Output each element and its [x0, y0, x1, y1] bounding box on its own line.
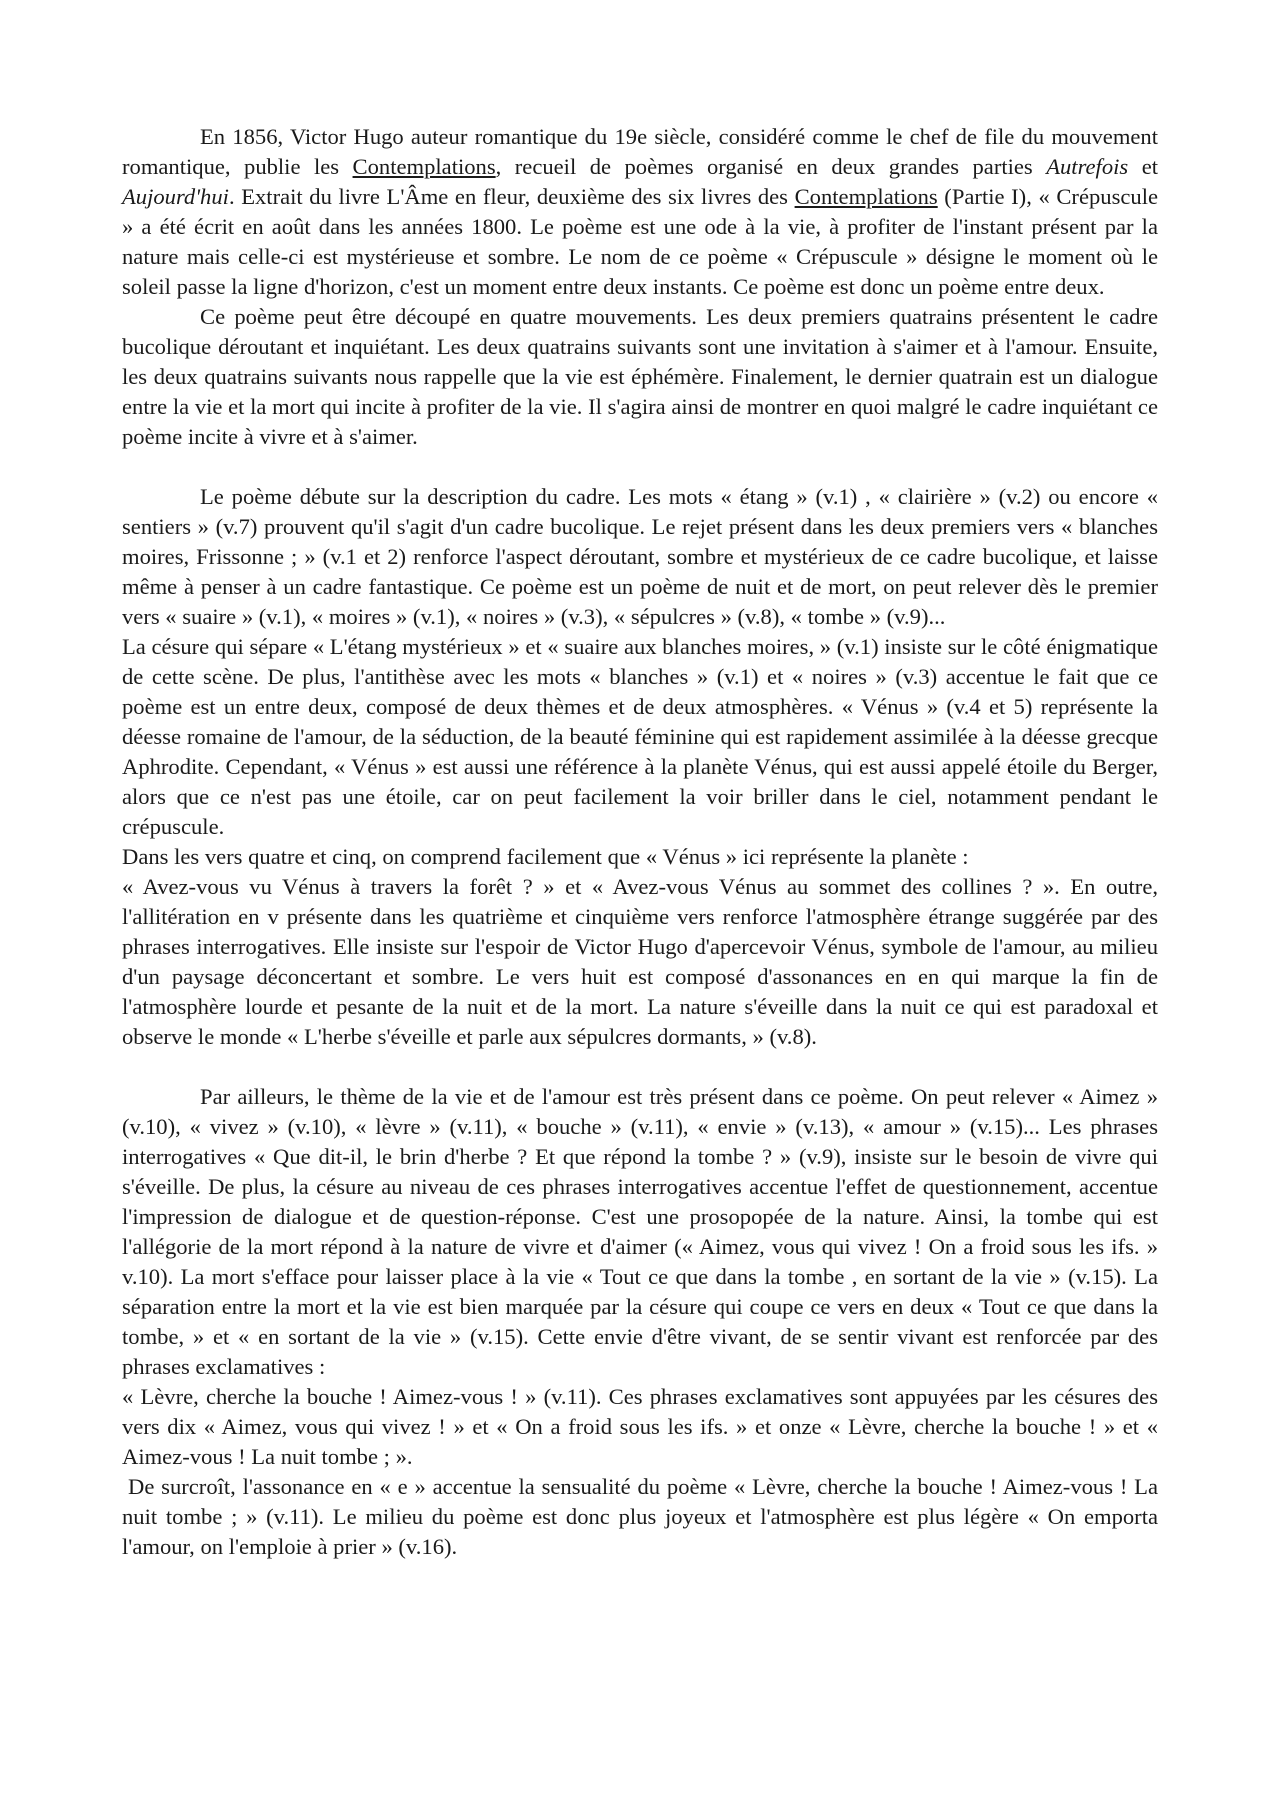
book-title-contemplations-2: Contemplations [794, 184, 938, 209]
paragraph-plan: Ce poème peut être découpé en quatre mouvements. Les deux premiers quatrains présentent le cadre bucolique déroutant et inquiétant. Les deux quatrains suivants sont une invitation à s'aimer et à l'amour. Ensuite, les deux quatrains suivants nous rappelle que la vie est éphémère. Finalement, le dernier quatrain est un dialogue entre la vie et la mort qui incite à profiter de la vie. Il s'agira ainsi de montrer en quoi malgré le cadre inquiétant ce poème incite à vivre et à s'aimer. [122, 304, 1158, 449]
book-title-contemplations: Contemplations [352, 154, 496, 179]
paragraph-venus-intro: Dans les vers quatre et cinq, on comprend facilement que « Vénus » ici représente la planète : [122, 844, 969, 869]
paragraph-vie-amour: Par ailleurs, le thème de la vie et de l'amour est très présent dans ce poème. On peut relever « Aimez » (v.10), « vivez » (v.10), « lèvre » (v.11), « bouche » (v.11), « envie » (v.13), « amour » (v.15)... Les phrases interrogatives « Que dit-il, le brin d'herbe ? Et que répond la tombe ? » (v.9), insiste sur le besoin de vivre qui s'éveille. De plus, la césure au niveau de ces phrases interrogatives accentue l'effet de questionnement, accentue l'impression de dialogue et de question-réponse. C'est une prosopopée de la nature. Ainsi, la tombe qui est l'allégorie de la mort répond à la nature de vivre et d'aimer (« Aimez, vous qui vivez ! On a froid sous les ifs. » v.10). La mort s'efface pour laisser place à la vie « Tout ce que dans la tombe , en sortant de la vie » (v.15). La séparation entre la mort et la vie est bien marquée par la césure qui coupe ce vers en deux « Tout ce que dans la tombe, » et « en sortant de la vie » (v.15). Cette envie d'être vivant, de se sentir vivant est renforcée par des phrases exclamatives : [122, 1084, 1158, 1379]
part-title-aujourdhui: Aujourd'hui [122, 184, 229, 209]
paragraph-spacer [122, 452, 1158, 482]
intro-text-1: En 1856, Victor Hugo auteur romantique du 19e siècle, considéré comme le chef de file du mouvement romantique, publie les [122, 124, 1158, 179]
paragraph-venus-analysis: « Avez-vous vu Vénus à travers la forêt ? » et « Avez-vous Vénus au sommet des collines ? ». En outre, l'allitération en v présente dans les quatrième et cinquième vers renforce l'atmosphère étrange suggérée par des phrases interrogatives. Elle insiste sur l'espoir de Victor Hugo d'apercevoir Vénus, symbole de l'amour, au milieu d'un paysage déconcertant et sombre. Le vers huit est composé d'assonances en en qui marque la fin de l'atmosphère lourde et pesante de la nuit et de la mort. La nature s'éveille dans la nuit ce qui est paradoxal et observe le monde « L'herbe s'éveille et parle aux sépulcres dormants, » (v.8). [122, 874, 1158, 1049]
intro-text-5: (Partie I), « Crépuscule » a été écrit en août dans les années 1800. Le poème est une ode à la vie, à profiter de l'instant présent par la nature mais celle-ci est mystérieuse et sombre. Le nom de ce poème « Crépuscule » désigne le moment où le soleil passe la ligne d'horizon, c'est un moment entre deux instants. Ce poème est donc un poème entre deux. [122, 184, 1159, 299]
intro-text-3: et [1128, 154, 1158, 179]
intro-text-4: . Extrait du livre L'Âme en fleur, deuxième des six livres des [228, 184, 795, 209]
paragraph-assonance: De surcroît, l'assonance en « e » accentue la sensualité du poème « Lèvre, cherche la bouche ! Aimez-vous ! La nuit tombe ; » (v.11). Le milieu du poème est donc plus joyeux et l'atmosphère est plus légère « On emporta l'amour, on l'emploie à prier » (v.16). [122, 1474, 1158, 1559]
intro-text-2: , recueil de poèmes organisé en deux grandes parties [495, 154, 1047, 179]
paragraph-introduction [122, 122, 1158, 302]
document-page [122, 122, 1158, 1562]
paragraph-cadre: Le poème débute sur la description du cadre. Les mots « étang » (v.1) , « clairière » (v.2) ou encore « sentiers » (v.7) prouvent qu'il s'agit d'un cadre bucolique. Le rejet présent dans les deux premiers vers « blanches moires, Frissonne ; » (v.1 et 2) renforce l'aspect déroutant, sombre et mystérieux de ce cadre bucolique, et laisse même à penser à un cadre fantastique. Ce poème est un poème de nuit et de mort, on peut relever dès le premier vers « suaire » (v.1), « moires » (v.1), « noires » (v.3), « sépulcres » (v.8), « tombe » (v.9)... [122, 484, 1158, 629]
paragraph-spacer [122, 1052, 1158, 1082]
part-title-autrefois: Autrefois [1046, 154, 1129, 179]
paragraph-exclamatives: « Lèvre, cherche la bouche ! Aimez-vous ! » (v.11). Ces phrases exclamatives sont appuyées par les césures des vers dix « Aimez, vous qui vivez ! » et « On a froid sous les ifs. » et onze « Lèvre, cherche la bouche ! » et « Aimez-vous ! La nuit tombe ; ». [122, 1384, 1158, 1469]
paragraph-cesure: La césure qui sépare « L'étang mystérieux » et « suaire aux blanches moires, » (v.1) insiste sur le côté énigmatique de cette scène. De plus, l'antithèse avec les mots « blanches » (v.1) et « noires » (v.3) accentue le fait que ce poème est un entre deux, composé de deux thèmes et de deux atmosphères. « Vénus » (v.4 et 5) représente la déesse romaine de l'amour, de la séduction, de la beauté féminine qui est rapidement assimilée à la déesse grecque Aphrodite. Cependant, « Vénus » est aussi une référence à la planète Vénus, qui est aussi appelé étoile du Berger, alors que ce n'est pas une étoile, car on peut facilement la voir briller dans le ciel, notamment pendant le crépuscule. [122, 634, 1158, 839]
